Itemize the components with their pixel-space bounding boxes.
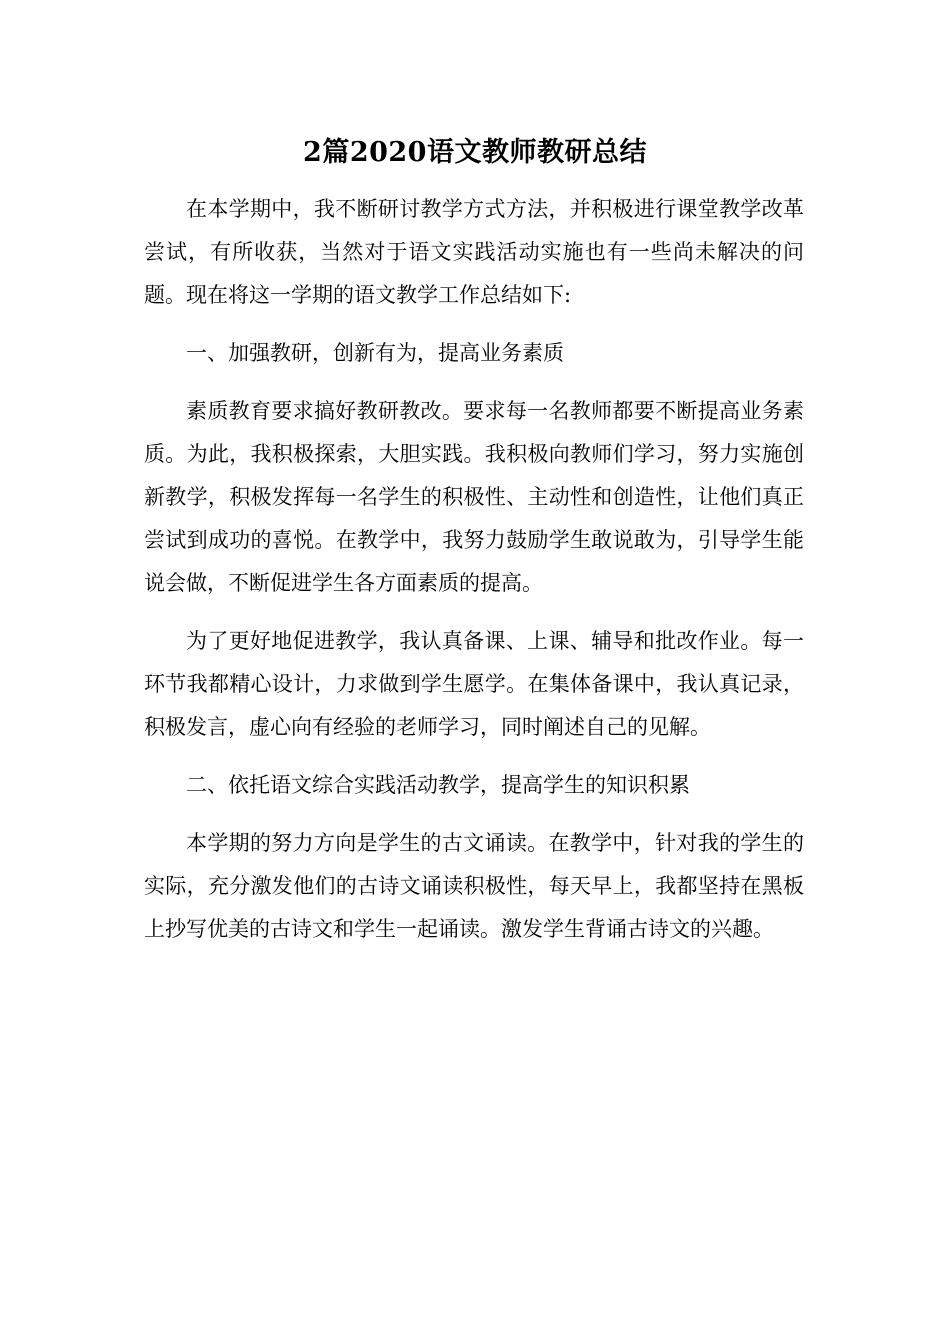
document-body	[144, 188, 804, 966]
paragraph-quality-education: 素质教育要求搞好教研教改。要求每一名教师都要不断提高业务素质。为此，我积极探索，大胆实践。我积极向教师们学习，努力实施创新教学，积极发挥每一名学生的积极性、主动性和创造性，让他们真正尝试到成功的喜悦。在教学中，我努力鼓励学生敢说敢为，引导学生能说会做，不断促进学生各方面素质的提高。	[144, 399, 804, 595]
section-heading-2: 二、依托语文综合实践活动教学，提高学生的知识积累	[186, 773, 690, 797]
section-heading-1: 一、加强教研，创新有为，提高业务素质	[186, 341, 564, 365]
paragraph-intro: 在本学期中，我不断研讨教学方式方法，并积极进行课堂教学改革尝试，有所收获，当然对于语文实践活动实施也有一些尚未解决的问题。现在将这一学期的语文教学工作总结如下:	[144, 197, 804, 307]
paragraph-lesson-prep: 为了更好地促进教学，我认真备课、上课、辅导和批改作业。每一环节我都精心设计，力求做到学生愿学。在集体备课中，我认真记录，积极发言，虚心向有经验的老师学习，同时阐述自己的见解。	[144, 629, 804, 739]
document-title: 2篇2020语文教师教研总结	[303, 137, 647, 168]
paragraph-classical-reading: 本学期的努力方向是学生的古文诵读。在教学中，针对我的学生的实际，充分激发他们的古诗文诵读积极性，每天早上，我都坚持在黑板上抄写优美的古诗文和学生一起诵读。激发学生背诵古诗文的兴趣。	[144, 831, 804, 941]
